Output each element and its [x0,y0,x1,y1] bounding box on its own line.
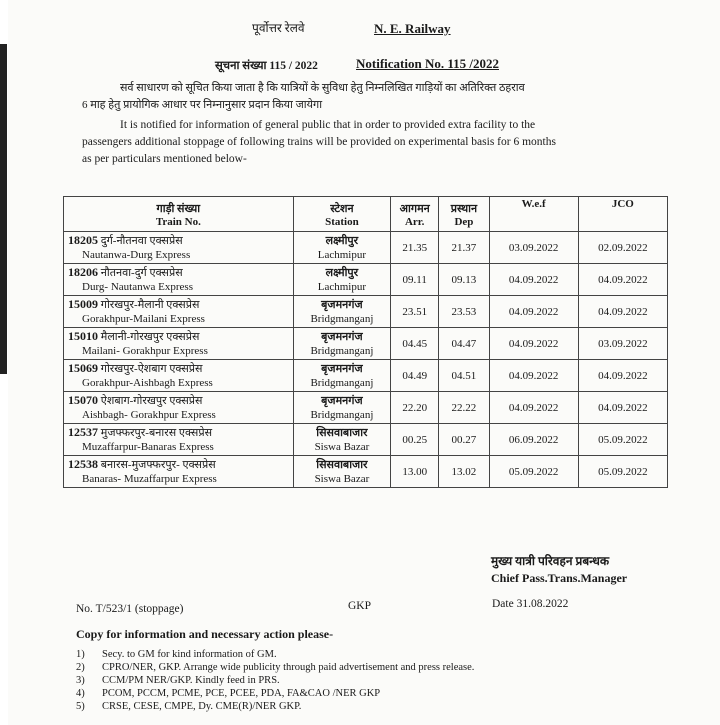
station-hindi: बृजमनगंज [321,394,363,407]
wef-date: 04.09.2022 [489,328,578,360]
header-train [64,197,294,232]
department-hindi: पूर्वोत्तर रेलवे [252,21,305,35]
copy-list-item [76,700,474,713]
table-row [64,296,668,328]
header-departure-english: Dep [454,215,474,228]
department-english: N. E. Railway [374,21,451,36]
train-name-hindi: गोरखपुर-मैलानी एक्सप्रेस [100,299,200,311]
header-wef: W.e.f [489,197,578,232]
intro-english-line-3: as per particulars mentioned below- [82,153,247,165]
station-cell [293,264,390,296]
header-departure-hindi: प्रस्थान [450,202,478,215]
header-station-hindi: स्टेशन [330,202,354,215]
train-name-hindi: नौतनवा-दुर्ग एक्सप्रेस [100,267,183,279]
header-departure [439,197,489,232]
train-cell [64,328,294,360]
copy-item-number: 4) [76,688,85,699]
station-english: Bridgmanganj [310,344,374,357]
notice-number-hindi: सूचना संख्या 115 / 2022 [215,60,318,72]
train-name-hindi: दुर्ग-नौतनवा एक्सप्रेस [100,235,183,247]
notice-number-english: Notification No. 115 /2022 [356,56,499,71]
copy-item-text: CCM/PM NER/GKP. Kindly feed in PRS. [102,675,280,686]
arrival-time: 09.11 [391,264,439,296]
copy-list-item [76,687,474,700]
header-arrival-hindi: आगमन [399,202,430,215]
arrival-time: 13.00 [391,456,439,488]
station-hindi: बृजमनगंज [321,330,363,343]
header-train-english: Train No. [155,215,201,228]
copy-heading: Copy for information and necessary action please- [76,627,334,641]
copy-item-text: CRSE, CESE, CMPE, Dy. CME(R)/NER GKP. [102,701,302,712]
train-name-hindi: बनारस-मुजफ्फरपुर- एक्सप्रेस [100,459,216,471]
station-cell [293,456,390,488]
intro-english-line-1: It is notified for information of general public that in order to provided extra facility to the [120,119,536,131]
header-arrival-english: Arr. [404,215,425,228]
copy-list-item [76,661,474,674]
arrival-time: 21.35 [391,232,439,264]
wef-date: 03.09.2022 [489,232,578,264]
train-cell [64,392,294,424]
train-name-hindi: मैलानी-गोरखपुर एक्सप्रेस [100,331,200,343]
intro-hindi-line-2: 6 माह हेतु प्रायोगिक आधार पर निम्नानुसार प्रदान किया जायेगा [82,99,323,111]
arrival-time: 00.25 [391,424,439,456]
train-number: 15009 [68,297,98,311]
arrival-time: 22.20 [391,392,439,424]
station-cell [293,232,390,264]
jco-date: 05.09.2022 [578,424,667,456]
train-name-hindi: मुजफ्फरपुर-बनारस एक्सप्रेस [100,427,213,439]
wef-date: 05.09.2022 [489,456,578,488]
place: GKP [348,600,372,612]
departure-time: 00.27 [439,424,489,456]
station-cell [293,392,390,424]
signature-title-english: Chief Pass.Trans.Manager [491,571,628,585]
copy-item-text: PCOM, PCCM, PCME, PCE, PCEE, PDA, FA&CAO /NER GKP [102,688,381,699]
copy-item-number: 5) [76,701,85,712]
table-row [64,456,668,488]
station-hindi: बृजमनगंज [321,298,363,311]
jco-date: 04.09.2022 [578,360,667,392]
copy-list-item [76,674,474,687]
wef-date: 04.09.2022 [489,360,578,392]
header-train-hindi: गाड़ी संख्या [156,202,201,215]
jco-date: 03.09.2022 [578,328,667,360]
train-cell [64,360,294,392]
departure-time: 22.22 [439,392,489,424]
date: Date 31.08.2022 [492,598,569,610]
station-english: Lachmipur [317,248,367,261]
copy-list-item [76,648,474,661]
train-number: 18206 [68,265,98,279]
station-english: Lachmipur [317,280,367,293]
wef-date: 04.09.2022 [489,392,578,424]
header-jco: JCO [578,197,667,232]
wef-date: 04.09.2022 [489,264,578,296]
train-name-english: Gorakhpur-Aishbagh Express [82,377,213,389]
header-station [293,197,390,232]
departure-time: 04.51 [439,360,489,392]
train-stoppage-table [63,196,668,488]
train-cell [64,232,294,264]
station-cell [293,328,390,360]
arrival-time: 04.49 [391,360,439,392]
train-number: 15010 [68,329,98,343]
intro-hindi-line-1: सर्व साधारण को सूचित किया जाता है कि यात्रियों के सुविधा हेतु निम्नलिखित गाड़ियों का अतिरिक्त ठहराव [120,82,525,94]
train-cell [64,424,294,456]
train-name-english: Nautanwa-Durg Express [82,249,191,261]
station-hindi: लक्ष्मीपुर [325,266,359,279]
station-cell [293,296,390,328]
train-cell [64,456,294,488]
station-english: Bridgmanganj [310,312,374,325]
train-number: 15070 [68,393,98,407]
table-row [64,232,668,264]
train-name-english: Mailani- Gorakhpur Express [82,345,208,357]
copy-item-number: 1) [76,649,85,660]
station-hindi: बृजमनगंज [321,362,363,375]
header-arrival [391,197,439,232]
copy-item-number: 2) [76,662,85,673]
jco-date: 02.09.2022 [578,232,667,264]
train-name-english: Aishbagh- Gorakhpur Express [82,409,216,421]
table-row [64,328,668,360]
departure-time: 21.37 [439,232,489,264]
train-number: 12538 [68,457,98,471]
train-name-english: Muzaffarpur-Banaras Express [82,441,214,453]
table-row [64,264,668,296]
train-name-english: Banaras- Muzaffarpur Express [82,473,217,485]
station-english: Siswa Bazar [314,440,370,453]
copy-item-number: 3) [76,675,85,686]
intro-english-line-2: passengers additional stoppage of following trains will be provided on experimental basis for 6 months [82,136,556,148]
train-name-english: Durg- Nautanwa Express [82,281,193,293]
train-cell [64,264,294,296]
station-hindi: लक्ष्मीपुर [325,234,359,247]
wef-date: 06.09.2022 [489,424,578,456]
copy-list [76,648,474,713]
train-cell [64,296,294,328]
station-english: Bridgmanganj [310,408,374,421]
header-station-english: Station [325,215,359,228]
page-edge-shadow [0,44,7,374]
station-english: Bridgmanganj [310,376,374,389]
signature-title-hindi: मुख्य यात्री परिवहन प्रबन्धक [491,554,610,568]
station-cell [293,424,390,456]
station-english: Siswa Bazar [314,472,370,485]
jco-date: 04.09.2022 [578,264,667,296]
departure-time: 23.53 [439,296,489,328]
jco-date: 05.09.2022 [578,456,667,488]
table-header-row [64,197,668,232]
arrival-time: 23.51 [391,296,439,328]
station-hindi: सिसवाबाजार [316,426,368,439]
train-number: 12537 [68,425,98,439]
table-row [64,424,668,456]
table-row [64,392,668,424]
reference-number: No. T/523/1 (stoppage) [76,603,184,615]
departure-time: 09.13 [439,264,489,296]
jco-date: 04.09.2022 [578,296,667,328]
arrival-time: 04.45 [391,328,439,360]
train-number: 15069 [68,361,98,375]
departure-time: 04.47 [439,328,489,360]
train-name-hindi: गोरखपुर-ऐशबाग एक्सप्रेस [100,363,203,375]
wef-date: 04.09.2022 [489,296,578,328]
train-number: 18205 [68,233,98,247]
copy-item-text: CPRO/NER, GKP. Arrange wide publicity through paid advertisement and press release. [102,662,475,673]
train-name-english: Gorakhpur-Mailani Express [82,313,205,325]
station-cell [293,360,390,392]
departure-time: 13.02 [439,456,489,488]
jco-date: 04.09.2022 [578,392,667,424]
table-row [64,360,668,392]
train-name-hindi: ऐशबाग-गोरखपुर एक्सप्रेस [100,395,203,407]
station-hindi: सिसवाबाजार [316,458,368,471]
copy-item-text: Secy. to GM for kind information of GM. [102,649,277,660]
